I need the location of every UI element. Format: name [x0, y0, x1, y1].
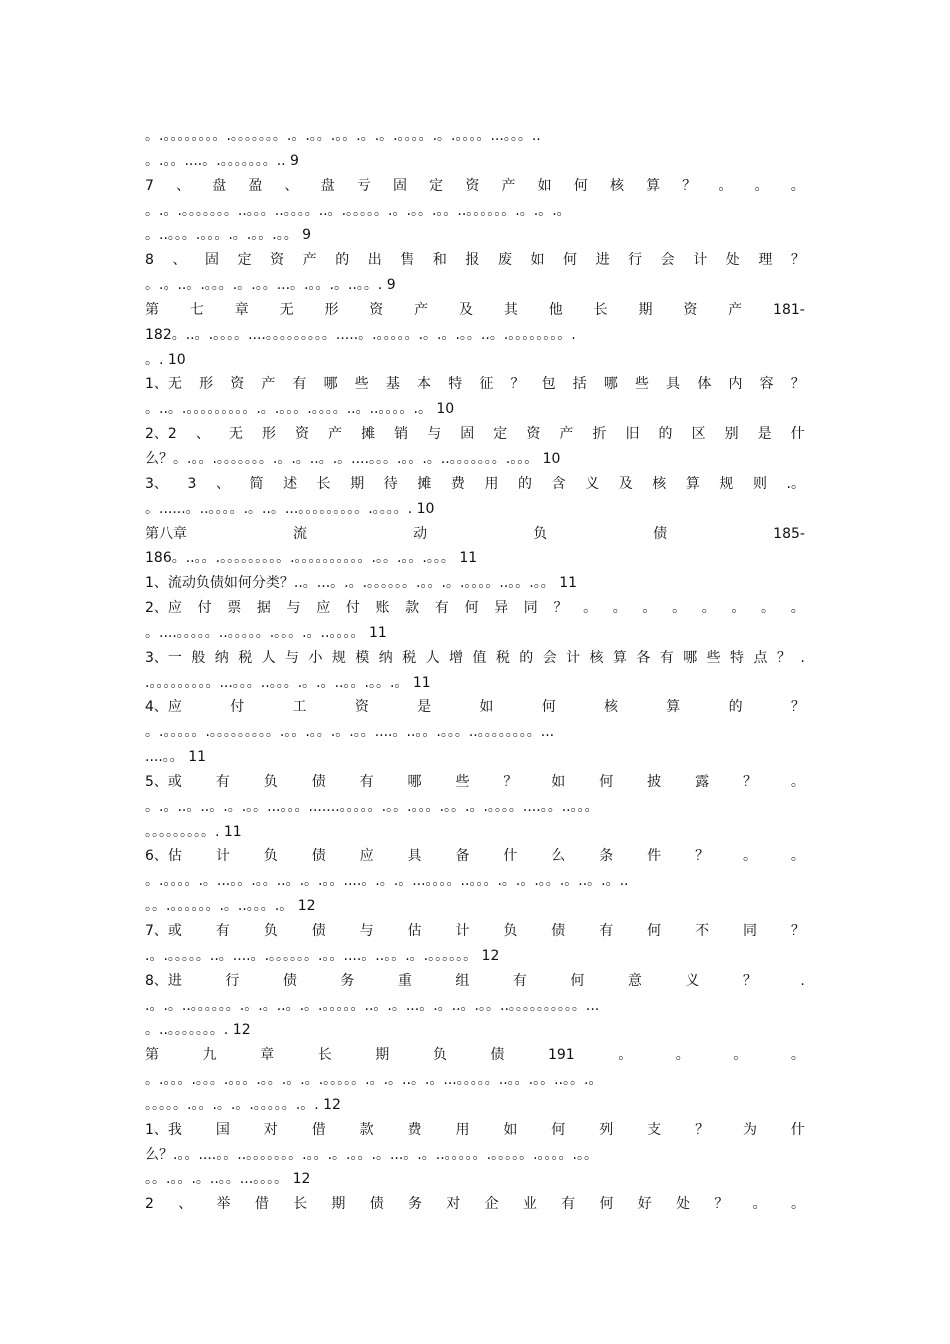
toc-line: 。。。。。。。。。. 11 [145, 823, 242, 840]
toc-line: 4、应 付 工 资 是 如 何 核 算 的 ？ [145, 699, 805, 716]
toc-line: 7 、 盘 盈 、 盘 亏 固 定 资 产 如 何 核 算 ？ 。 。 。 [145, 177, 805, 194]
toc-line: 。.。。。。。。。。.。。。。。。。.。.。。.。。.。.。.。。。。.。.。。。。...。。。.. [145, 128, 541, 144]
toc-line: 。.。。....。.。。。。。。。.. 9 [145, 152, 299, 169]
toc-line: 。.。。。。.。...。。.。。..。.。.。。....。.。.。...。。。。..。。。.。.。.。。.。..。.。.. [145, 873, 629, 890]
toc-line: 。..。。。。。。。. 12 [145, 1022, 251, 1039]
toc-line: .。。。。。。。。。...。。。..。。。.。.。..。。.。。.。 11 [145, 674, 431, 691]
toc-line: 第 九 章 长 期 负 债 191 。 。 。 。 [145, 1047, 805, 1064]
toc-line: 。。.。。。。。。.。..。。。.。 12 [145, 898, 316, 915]
toc-line: 6、估 计 负 债 应 具 备 什 么 条 件 ？ 。 。 [145, 848, 805, 865]
toc-line: 2 、 举 借 长 期 债 务 对 企 业 有 何 好 处 ？ 。 。 [145, 1196, 805, 1213]
toc-line: 8、进 行 债 务 重 组 有 何 意 义 ？ . [145, 972, 805, 989]
toc-line: 1、流动负债如何分类？..。...。.。.。。。。。。.。。.。.。。。。..。。.。。 11 [145, 575, 578, 592]
toc-line: .。.。。。。。..。....。.。。。。。。.。。....。..。。.。.。。。。。。 12 [145, 947, 500, 964]
toc-line: 么？。.。。.。。。。。。。.。.。..。.。....。。。.。。.。..。。。。。。。.。。。 10 [145, 450, 561, 467]
toc-line: 第八章 流 动 负 债 185- [145, 525, 805, 542]
toc-line: ....。。 11 [145, 749, 207, 766]
toc-line: .。.。..。。。。。。.。.。..。.。.。。。。。..。.。...。.。..。.。。..。。。。。。。。。。... [145, 997, 600, 1014]
toc-line: 2、2 、 无 形 资 产 摊 销 与 固 定 资 产 折 旧 的 区 别 是 什 [145, 426, 805, 443]
toc-line: 8 、 固 定 资 产 的 出 售 和 报 废 如 何 进 行 会 计 处 理 ？ [145, 252, 805, 269]
toc-line: 3、一 般 纳 税 人 与 小 规 模 纳 税 人 增 值 税 的 会 计 核 算 各 有 哪 些 特 点 ？ . [145, 649, 805, 666]
toc-line: 186。..。。.。。。。。。。。。.。。。。。。。。。。.。。.。。.。。。 11 [145, 550, 478, 567]
toc-line: 5、或 有 负 债 有 哪 些 ？ 如 何 披 露 ？ 。 [145, 773, 805, 790]
toc-line: 182。..。.。。。。....。。。。。。。。。.....。.。。。。。.。.。.。。..。.。。。。。。。。. [145, 326, 576, 343]
toc-line: 么？.。。....。。..。。。。。。。.。。.。.。。.。...。.。..。。。。。.。。。。。.。。。。.。。 [145, 1146, 599, 1163]
toc-line: 。. 10 [145, 351, 186, 368]
toc-line: 7、或 有 负 债 与 估 计 负 债 有 何 不 同 ？ [145, 923, 805, 939]
toc-line: 1、无 形 资 产 有 哪 些 基 本 特 征 ？ 包 括 哪 些 具 体 内 容 ？ [145, 376, 805, 393]
toc-line: 。......。..。。。。.。..。...。。。。。。。。。.。。。。. 10 [145, 500, 435, 517]
toc-line: 。.。..。.。。。.。.。。...。.。。.。..。。. 9 [145, 277, 396, 294]
toc-line: 1、我 国 对 借 款 费 用 如 何 列 支 ？ 为 什 [145, 1121, 805, 1138]
toc-line: 。.。..。..。.。.。。...。。。.......。。。。。.。。.。。。.。。.。.。。。。....。。..。。。 [145, 798, 599, 815]
toc-line: 。....。。。。。..。。。。。.。。。.。..。。。。 11 [145, 624, 387, 641]
toc-line: 。。.。。.。..。。...。。。。 12 [145, 1171, 311, 1188]
toc-line: 3、 3 、 简 述 长 期 待 摊 费 用 的 含 义 及 核 算 规 则 .。 [145, 475, 805, 492]
toc-line: 。.。.。。。。。。。..。。。..。。。。..。.。。。。。.。.。。.。。..。。。。。。.。.。.。 [145, 202, 571, 219]
toc-line: 。..。.。。。。。。。。。.。.。。。.。。。。..。..。。。。.。 10 [145, 401, 455, 418]
toc-line: 。.。。。。。.。。。。。。。。。.。。.。。.。.。。....。..。。.。。。..。。。。。。。。... [145, 724, 555, 741]
toc-line: 。..。。。.。。。.。.。。.。。 9 [145, 227, 312, 244]
toc-line: 。。。。。.。。.。.。.。。。。。.。. 12 [145, 1096, 341, 1113]
toc-line: 2、应 付 票 据 与 应 付 账 款 有 何 异 同 ？ 。 。 。 。 。 。 。 。 [145, 600, 805, 617]
toc-line: 第 七 章 无 形 资 产 及 其 他 长 期 资 产 181- [145, 301, 805, 318]
toc-line: 。.。。。.。。。.。。。.。。.。.。.。。。。。.。.。..。.。...。。。。。..。。.。。..。。.。 [145, 1072, 603, 1089]
table-of-contents [145, 124, 805, 1217]
